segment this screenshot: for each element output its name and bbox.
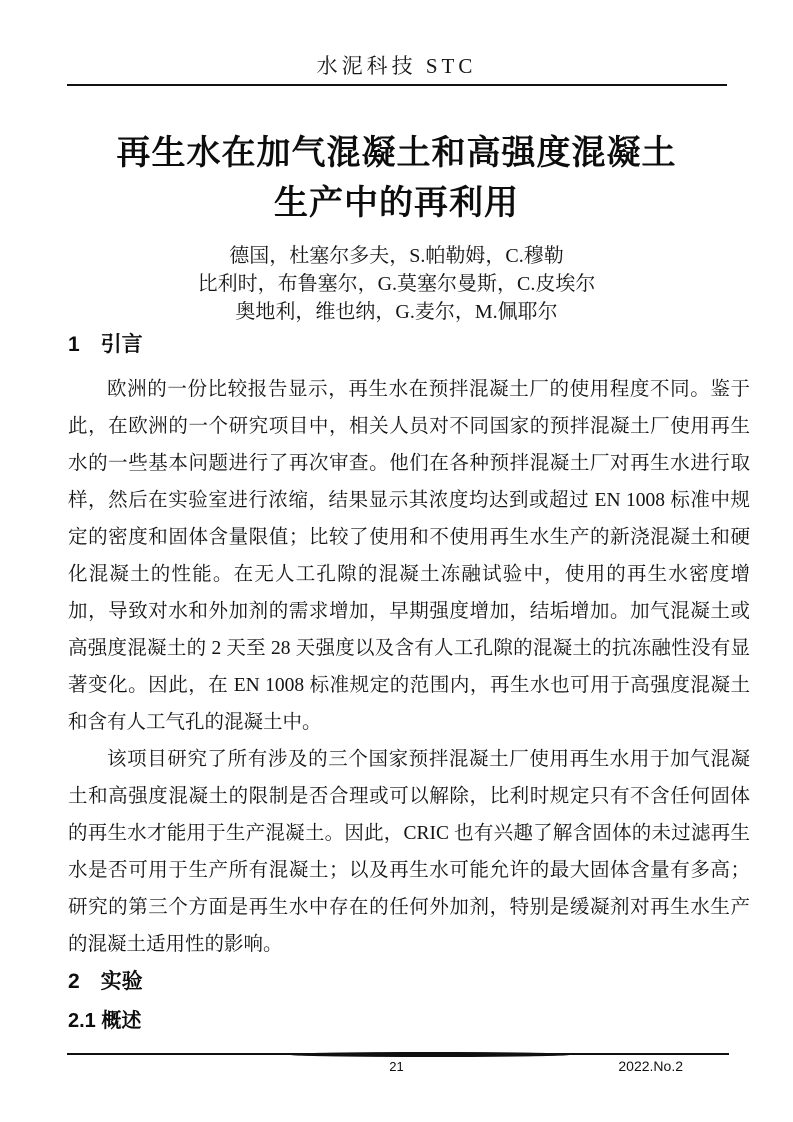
article-title-line-1: 再生水在加气混凝土和高强度混凝土 [116, 134, 677, 172]
footer-rule-bulge [290, 1052, 570, 1057]
journal-title: 水泥科技 STC [316, 54, 477, 78]
page-number: 21 [389, 1059, 404, 1074]
author-line-austria: 奥地利，维也纳，G.麦尔，M.佩耶尔 [235, 301, 558, 323]
article-title-line-2: 生产中的再利用 [274, 184, 519, 222]
section-2-heading: 2 实验 [68, 970, 143, 993]
author-block [0, 242, 793, 326]
article-title [0, 128, 793, 228]
section-1-paragraph-2: 该项目研究了所有涉及的三个国家预拌混凝土厂使用再生水用于加气混凝土和高强度混凝土的限制是否合理或可以解除，比利时规定只有不含任何固体的再生水才能用于生产混凝土。因此，CRIC 也有兴趣了解含固体的未过滤再生水是否可用于生产所有混凝土；以及再生水可能允许的最大固体含量有多高；研究的第三个方面是再生水中存在的任何外加剂，特别是缓凝剂对再生水生产的混凝土适用性的影响。 [68, 749, 750, 955]
author-line-belgium: 比利时，布鲁塞尔，G.莫塞尔曼斯，C.皮埃尔 [197, 273, 596, 295]
section-1-paragraph-1: 欧洲的一份比较报告显示，再生水在预拌混凝土厂的使用程度不同。鉴于此，在欧洲的一个研究项目中，相关人员对不同国家的预拌混凝土厂使用再生水的一些基本问题进行了再次审查。他们在各种预拌混凝土厂对再生水进行取样，然后在实验室进行浓缩，结果显示其浓度均达到或超过 EN 1008 标准中规定的密度和固体含量限值；比较了使用和不使用再生水生产的新浇混凝土和硬化混凝土的性能。在无人工孔隙的混凝土冻融试验中，使用的再生水密度增加，导致对水和外加剂的需求增加，早期强度增加，结垢增加。加气混凝土或高强度混凝土的 2 天至 28 天强度以及含有人工孔隙的混凝土的抗冻融性没有显著变化。因此，在 EN 1008 标准规定的范围内，再生水也可用于高强度混凝土和含有人工气孔的混凝土中。 [68, 379, 750, 733]
issue-number: 2022.No.2 [618, 1058, 683, 1074]
section-1-heading: 1 引言 [68, 333, 143, 356]
article-body [68, 330, 750, 1032]
header-rule [67, 84, 727, 86]
section-2-1-subheading: 2.1 概述 [68, 1010, 142, 1032]
author-line-germany: 德国，杜塞尔多夫，S.帕勒姆，C.穆勒 [229, 245, 564, 267]
